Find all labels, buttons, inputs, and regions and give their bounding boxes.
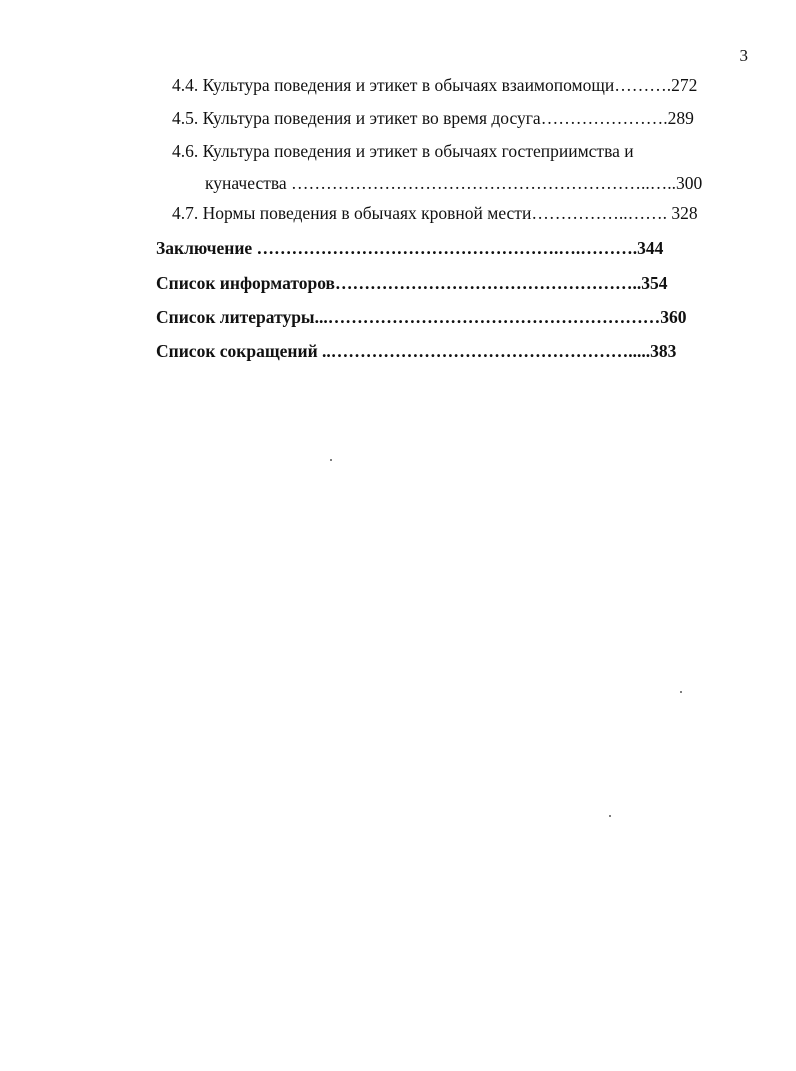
toc-entry-conclusion: Заключение …………………………………………….….……….344 bbox=[156, 238, 664, 258]
toc-entry-bibliography: Список литературы...…………………………………………………360 bbox=[156, 307, 687, 327]
toc-entry-abbreviations: Список сокращений ..…………………………………………….....383 bbox=[156, 341, 677, 361]
scan-speck bbox=[609, 815, 611, 817]
toc-entry-4-7: 4.7. Нормы поведения в обычаях кровной мести……………..……. 328 bbox=[172, 203, 698, 223]
toc-entry-4-6: 4.6. Культура поведения и этикет в обычаях гостеприимства и bbox=[172, 141, 634, 161]
toc-entry-4-5: 4.5. Культура поведения и этикет во время досуга………………….289 bbox=[172, 108, 694, 128]
scan-speck bbox=[330, 459, 332, 461]
toc-entry-4-6-continuation: куначества ……………………………………………………..…..300 bbox=[205, 173, 703, 193]
scan-speck bbox=[680, 691, 682, 693]
toc-entry-4-4: 4.4. Культура поведения и этикет в обычаях взаимопомощи……….272 bbox=[172, 75, 698, 95]
toc-entry-informants: Список информаторов……………………………………………..354 bbox=[156, 273, 668, 293]
page-number: 3 bbox=[739, 46, 748, 65]
